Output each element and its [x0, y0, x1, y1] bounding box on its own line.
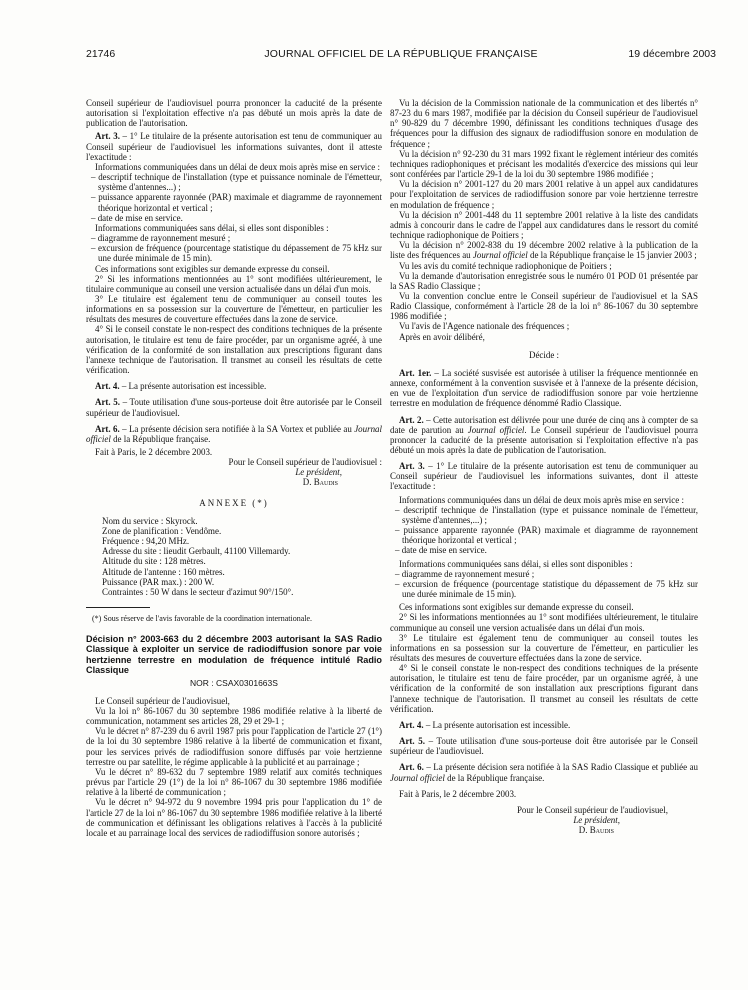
page-header [86, 48, 716, 64]
paragraph: 2° Si les informations mentionnées au 1° sont modifiées ultérieurement, le titulaire communique au conseil une version actualisée dans un délai d'un mois. [390, 612, 698, 633]
article-4 [390, 720, 698, 730]
paragraph: Vu la décision n° 2001-127 du 20 mars 2001 relative à un appel aux candidatures pour l'exploitation de services de radiodiffusion sonore par voie hertzienne terrestre en modulation de fréquence ; [390, 179, 698, 210]
paragraph: Vu la décision de la Commission nationale de la communication et des libertés n° 87-23 du 6 mars 1987, modifiée par la décision du Conseil supérieur de l'audiovisuel n° 90-829 du 7 décembre 1990, définissant les conditions techniques d'usage des fréquences pour la diffusion des signaux de radiodiffusion sonore en modulation de fréquence ; [390, 98, 698, 149]
list-item: – diagramme de rayonnement mesuré ; [91, 233, 231, 244]
article-text: – Toute utilisation d'une sous-porteuse doit être autorisée par le Conseil supérieur de l'audiovisuel. [390, 736, 698, 757]
list-item: – diagramme de rayonnement mesuré ; [395, 568, 535, 579]
signature-for: Pour le Conseil supérieur de l'audiovisuel : [228, 457, 382, 468]
article-label: Art. 5. [399, 736, 425, 747]
issue-date: 19 décembre 2003 [628, 48, 716, 60]
article-2: Art. 2. – Cette autorisation est délivrée pour une durée de cinq ans à compter de sa date de parution au Journal officiel. Le Conseil supérieur de l'audiovisuel pourra prononcer la caducité de la présente autorisation si l'exploitation effective n'a pas débuté un mois après la date de publication de l'autorisation. [390, 414, 698, 455]
paragraph: Conseil supérieur de l'audiovisuel pourra prononcer la caducité de la présente autorisation si l'exploitation effective n'a pas débuté un mois après la date de publication de l'autorisation. [86, 98, 382, 129]
journal-ref: Journal officiel [86, 423, 382, 444]
annexe-line: Nom du service : Skyrock. [102, 515, 198, 526]
article-6 [86, 424, 382, 444]
paragraph: Informations communiquées dans un délai de deux mois après mise en service : [399, 494, 684, 505]
article-3 [390, 461, 698, 491]
annexe-line: Altitude du site : 128 mètres. [102, 556, 206, 567]
annexe-line: Fréquence : 94,20 MHz. [102, 536, 190, 547]
paragraph: Vu la décision n° 92-230 du 31 mars 1992 fixant le règlement intérieur des comités techniques radiophoniques et précisant les modalités d'exercice des missions qui leur sont conférées par l'article 29-1 de la loi du 30 septembre 1986 modifiée ; [390, 148, 698, 180]
article-label: Art. 4. [95, 381, 120, 392]
list-item: – puissance apparente rayonnée (PAR) maximale et diagramme de rayonnement théorique horizontal et vertical ; [395, 525, 698, 546]
paragraph: Vu le décret n° 87-239 du 6 avril 1987 pris pour l'application de l'article 27 (1°) de la loi du 30 septembre 1986 relative à la liberté de communication et fixant, pour les services privés de radiodiffusion sonore diffusés par voie hertzienne terrestre ou par satellite, le régime applicable à la publicité et au parrainage ; [86, 726, 382, 767]
nor-reference: NOR : CSAX0301663S [190, 677, 278, 688]
paragraph: 4° Si le conseil constate le non-respect des conditions techniques de la présente autorisation, le titulaire est tenu de faire procéder, par un organisme agréé, à une vérification de la conformité de son installation aux prescriptions figurant dans l'annexe technique de l'autorisation. Il transmet au conseil les résultats de cette vérification. [390, 663, 698, 714]
paragraph: Vu le décret n° 94-972 du 9 novembre 1994 pris pour l'application du 1° de l'article 27 de la loi n° 86-1067 du 30 septembre 1986 modifiée relative à la liberté de communication et définissant les obligations relatives à l'accès à la publicité locale et au parrainage local des services de radiodiffusion sonore autorisés ; [86, 797, 382, 838]
article-1 [390, 368, 698, 409]
annexe-title: ANNEXE (*) [199, 497, 269, 508]
signature-title: Le président, [295, 467, 342, 478]
paragraph: Vu le décret n° 89-632 du 7 septembre 1989 relatif aux comités techniques prévus par l'article 29 (1°) de la loi n° 86-1067 du 30 septembre 1986 modifiée relative à la liberté de communication ; [86, 766, 382, 798]
paragraph: Informations communiquées sans délai, si elles sont disponibles : [95, 222, 329, 233]
footnote-divider [86, 607, 150, 608]
article-text: – La société susvisée est autorisée à utiliser la fréquence mentionnée en annexe, conformément à la convention susvisée et à l'annexe de la présente décision, en vue de l'exploitation d'un service de radiodiffusion sonore par voie hertzienne terrestre en modulation de fréquence dénommé Radio Classique. [390, 367, 699, 409]
list-item: – excursion de fréquence (pourcentage statistique du dépassement de 75 kHz sur une durée minimale de 15 min). [91, 243, 382, 264]
paragraph: 2° Si les informations mentionnées au 1° sont modifiées ultérieurement, le titulaire communique au conseil une version actualisée dans un délai d'un mois. [86, 273, 382, 294]
list-item: – descriptif technique de l'installation (type et puissance nominale de l'émetteur, système d'antennes...) ; [91, 172, 382, 193]
signatory: D. Baudis [578, 825, 614, 836]
article-label: Art. 5. [95, 397, 120, 408]
journal-ref: Journal officiel [390, 772, 445, 783]
paragraph: Vu la convention conclue entre le Conseil supérieur de l'audiovisuel et la SAS Radio Classique, conformément à l'article 28 de la loi n° 86-1067 du 30 septembre 1986 modifiée ; [390, 290, 698, 322]
paragraph: Vu l'avis de l'Agence nationale des fréquences ; [399, 321, 570, 332]
paragraph: Le Conseil supérieur de l'audiovisuel, [95, 695, 230, 706]
paragraph: Vu la décision n° 2002-838 du 19 décembre 2002 relative à la publication de la liste des fréquences au Journal officiel de la République française le 15 janvier 2003 ; [390, 240, 698, 261]
paragraph: Vu la demande d'autorisation enregistrée sous le numéro 01 POD 01 présentée par la SAS Radio Classique ; [390, 270, 698, 291]
article-label: Art. 4. [399, 719, 424, 730]
article-text: de la République française. [110, 433, 211, 444]
paragraph: Vu les avis du comité technique radiophonique de Poitiers ; [399, 260, 612, 271]
article-label: Art. 6. [399, 762, 424, 773]
signatory: D. Baudis [302, 477, 338, 488]
article-4 [86, 381, 382, 391]
article-text: – La présente autorisation est incessible. [423, 719, 571, 730]
list-item: – descriptif technique de l'installation (type et puissance nominale de l'émetteur, système d'antennes,...) ; [395, 504, 698, 525]
list-item: – date de mise en service. [91, 212, 183, 223]
article-text: – Toute utilisation d'une sous-porteuse doit être autorisée par le Conseil supérieur de l'audiovisuel. [86, 397, 382, 418]
annexe-line: Puissance (PAR max.) : 200 W. [102, 576, 215, 587]
journal-ref: Journal officiel [467, 424, 525, 435]
article-6: Art. 6. – La présente décision sera notifiée à la SAS Radio Classique et publiée au Journal officiel de la République française. [390, 762, 699, 783]
article-3 [86, 131, 382, 161]
article-label: Art. 2. [399, 414, 424, 425]
annexe-block [86, 516, 382, 597]
paragraph: Vu la loi n° 86-1067 du 30 septembre 1986 modifiée relative à la liberté de communication, notamment ses articles 28, 29 et 29-1 ; [86, 705, 382, 727]
paragraph: Informations communiquées sans délai, si elles sont disponibles : [399, 558, 633, 569]
page-number: 21746 [86, 48, 116, 60]
right-column [390, 98, 698, 835]
annexe-line: Adresse du site : lieudit Gerbault, 41100 Villemardy. [102, 546, 291, 557]
paragraph: Ces informations sont exigibles sur demande expresse du conseil. [399, 602, 634, 613]
list-item: – excursion de fréquence (pourcentage statistique du dépassement de 75 kHz sur une durée minimale de 15 min). [395, 578, 698, 600]
article-text: – La présente décision sera notifiée à la SA Vortex et publiée au [119, 423, 355, 434]
signature-title: Le président, [573, 815, 620, 825]
signature-date: Fait à Paris, le 2 décembre 2003. [399, 788, 517, 799]
annexe-line: Contraintes : 50 W dans le secteur d'azimut 90°/150°. [102, 586, 294, 597]
annexe-line: Altitude de l'antenne : 160 mètres. [102, 566, 225, 577]
signature-date: Fait à Paris, le 2 décembre 2003. [95, 447, 213, 457]
article-text: – 1° Le titulaire de la présente autorisation est tenu de communiquer au Conseil supérieur de l'audiovisuel les informations suivantes, dont il atteste l'exactitude : [390, 461, 698, 492]
list-item: – date de mise en service. [395, 545, 487, 556]
article-text: – La présente autorisation est incessible. [119, 381, 267, 392]
journal-ref: Journal officiel [472, 250, 528, 261]
decide-heading: Décide : [528, 349, 560, 360]
article-label: Art. 3. [95, 131, 120, 142]
article-label: Art. 3. [399, 461, 425, 472]
footnote: (*) Sous réserve de l'avis favorable de la coordination internationale. [92, 614, 313, 624]
paragraph: 4° Si le conseil constate le non-respect des conditions techniques de la présente autorisation, le titulaire est tenu de faire procéder, par un organisme agréé, à une vérification de la conformité de son installation aux prescriptions figurant dans l'annexe technique de l'autorisation. Il transmet au conseil les résultats de cette vérification. [86, 324, 382, 376]
article-label: Art. 6. [95, 423, 120, 434]
decision-title: Décision n° 2003-663 du 2 décembre 2003 autorisant la SAS Radio Classique à exploiter un service de radiodiffusion sonore par voie hertzienne terrestre en modulation de fréquence intitulé Radio Classique [86, 634, 382, 676]
list-item: – puissance apparente rayonnée (PAR) maximale et diagramme de rayonnement théorique horizontal et vertical ; [91, 192, 382, 213]
article-text: – 1° Le titulaire de la présente autorisation est tenu de communiquer au Conseil supérieur de l'audiovisuel les informations suivantes, dont il atteste l'exactitude : [86, 131, 383, 162]
paragraph: Après en avoir délibéré, [399, 331, 485, 342]
left-column [86, 98, 382, 838]
journal-title: JOURNAL OFFICIEL DE LA RÉPUBLIQUE FRANÇAISE [264, 48, 538, 60]
article-5 [390, 736, 698, 756]
paragraph: Vu la décision n° 2001-448 du 11 septembre 2001 relative à la liste des candidats admis à concourir dans le cadre de l'appel aux candidatures dans le ressort du comité technique radiophonique de Poitiers ; [390, 209, 698, 241]
article-5 [86, 397, 382, 417]
article-label: Art. 1er. [399, 367, 432, 378]
signature-for: Pour le Conseil supérieur de l'audiovisuel, [516, 804, 668, 815]
annexe-line: Zone de planification : Vendôme. [102, 525, 222, 536]
paragraph: 3° Le titulaire est également tenu de communiquer au conseil toutes les informations en sa possession sur la couverture de l'émetteur, en particulier les résultats des mesures de couverture effectuées dans la zone de service. [390, 632, 698, 663]
paragraph: Informations communiquées dans un délai de deux mois après mise en service : [95, 161, 380, 172]
paragraph: Ces informations sont exigibles sur demande expresse du conseil. [95, 263, 330, 274]
paragraph: 3° Le titulaire est également tenu de communiquer au conseil toutes les informations en sa possession sur la couverture de l'émetteur, en particulier les résultats des mesures de couverture effectuées dans la zone de service. [86, 293, 382, 325]
